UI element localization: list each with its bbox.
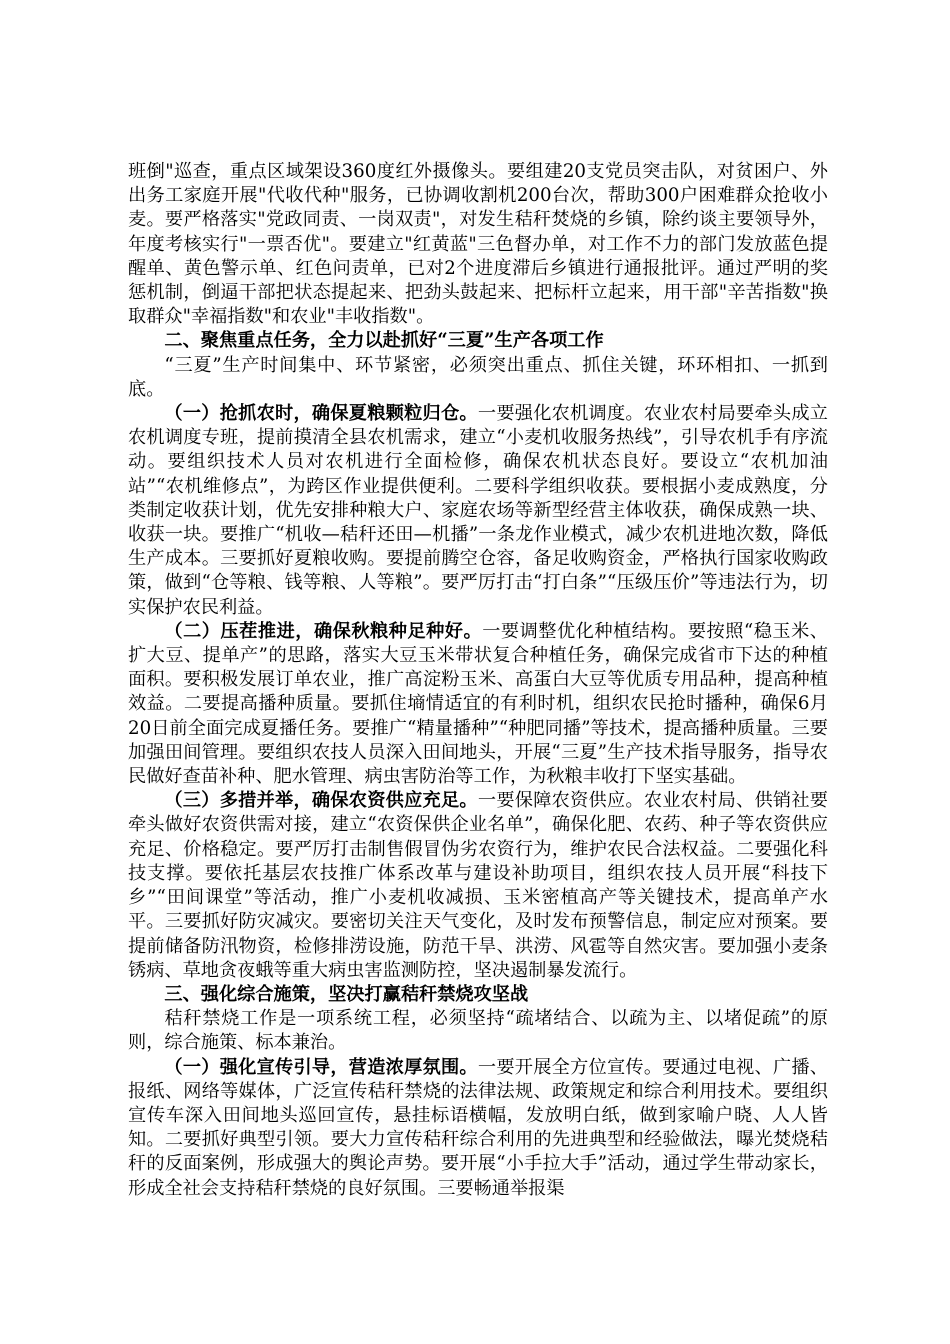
paragraph-2-1 (128, 402, 828, 620)
paragraph-continuation: 班倒"巡查，重点区域架设360度红外摄像头。要组建20支党员突击队，对贫困户、外出务工家庭开展"代收代种"服务，已协调收割机200台次，帮助300户困难群众抢收小麦。要严格落实"党政同责、一岗双责"，对发生秸秆焚烧的乡镇，除约谈主要领导外，年度考核实行"一票否优"。要建立"红黄蓝"三色督办单，对工作不力的部门发放蓝色提醒单、黄色警示单、红色问责单，已对2个进度滞后乡镇进行通报批评。通过严明的奖惩机制，倒逼干部把状态提起来、把劲头鼓起来、把标杆立起来，用干部"辛苦指数"换取群众"幸福指数"和农业"丰收指数"。 (128, 161, 828, 328)
section-heading-3: 三、强化综合施策，坚决打赢秸秆禁烧攻坚战 (164, 983, 529, 1005)
section-heading-2: 二、聚焦重点任务，全力以赴抓好“三夏”生产各项工作 (164, 330, 604, 352)
paragraph-2-1-text: 一要强化农机调度。农业农村局要牵头成立农机调度专班，提前摸清全县农机需求，建立“小麦机收服务热线”，引导农机手有序流动。要组织技术人员对农机进行全面检修，确保农机状态良好。要设立“农机加油站”“农机维修点”，为跨区作业提供便利。二要科学组织收获。要根据小麦成熟度，分类制定收获计划，优先安排种粮大户、家庭农场等新型经营主体收获，确保成熟一块、收获一块。要推广“机收—秸秆还田—机播”一条龙作业模式，减少农机进地次数，降低生产成本。三要抓好夏粮收购。要提前腾空仓容，备足收购资金，严格执行国家收购政策，做到“仓等粮、钱等粮、人等粮”。要严厉打击“打白条”“压级压价”等违法行为，切实保护农民利益。 (128, 403, 828, 618)
subheading-3-1: （一）强化宣传引导，营造浓厚氛围。 (164, 1056, 478, 1078)
paragraph-2-2 (128, 620, 828, 789)
paragraph-2-3 (128, 789, 828, 983)
paragraph-3-1 (128, 1056, 828, 1201)
subheading-2-3: （三）多措并举，确保农资供应充足。 (164, 790, 478, 812)
paragraph-intro-2: “三夏”生产时间集中、环节紧密，必须突出重点、抓住关键，环环相扣、一抓到底。 (128, 354, 828, 400)
paragraph-2-3-text: 一要保障农资供应。农业农村局、供销社要牵头做好农资供需对接，建立“农资保供企业名单”，确保化肥、农药、种子等农资供应充足、价格稳定。要严厉打击制售假冒伪劣农资行为，维护农民合法权益。二要强化科技支撑。要依托基层农技推广体系改革与建设补助项目，组织农技人员开展“科技下乡”“田间课堂”等活动，推广小麦机收减损、玉米密植高产等关键技术，提高单产水平。三要抓好防灾减灾。要密切关注天气变化，及时发布预警信息，制定应对预案。要提前储备防汛物资，检修排涝设施，防范干旱、洪涝、风雹等自然灾害。要加强小麦条锈病、草地贪夜蛾等重大病虫害监测防控，坚决遏制暴发流行。 (128, 790, 828, 981)
document-body (128, 160, 828, 1201)
subheading-2-1: （一）抢抓农时，确保夏粮颗粒归仓。 (164, 403, 478, 425)
subheading-2-2: （二）压茬推进，确保秋粮种足种好。 (164, 620, 483, 642)
paragraph-2-2-text: 一要调整优化种植结构。要按照“稳玉米、扩大豆、提单产”的思路，落实大豆玉米带状复合种植任务，确保完成省市下达的种植面积。要积极发展订单农业，推广高淀粉玉米、高蛋白大豆等优质专用品种，提高种植效益。二要提高播种质量。要抓住墒情适宜的有利时机，组织农民抢时播种，确保6月20日前全面完成夏播任务。要推广“精量播种”“种肥同播”等技术，提高播种质量。三要加强田间管理。要组织农技人员深入田间地头，开展“三夏”生产技术指导服务，指导农民做好查苗补种、肥水管理、病虫害防治等工作，为秋粮丰收打下坚实基础。 (128, 620, 828, 788)
paragraph-3-1-text: 一要开展全方位宣传。要通过电视、广播、报纸、网络等媒体，广泛宣传秸秆禁烧的法律法规、政策规定和综合利用技术。要组织宣传车深入田间地头巡回宣传，悬挂标语横幅，发放明白纸，做到家喻户晓、人人皆知。二要抓好典型引领。要大力宣传秸秆综合利用的先进典型和经验做法，曝光焚烧秸秆的反面案例，形成强大的舆论声势。要开展“小手拉大手”活动，通过学生带动家长，形成全社会支持秸秆禁烧的良好氛围。三要畅通举报渠 (128, 1056, 828, 1199)
paragraph-intro-3: 秸秆禁烧工作是一项系统工程，必须坚持“疏堵结合、以疏为主、以堵促疏”的原则，综合施策、标本兼治。 (128, 1008, 828, 1054)
